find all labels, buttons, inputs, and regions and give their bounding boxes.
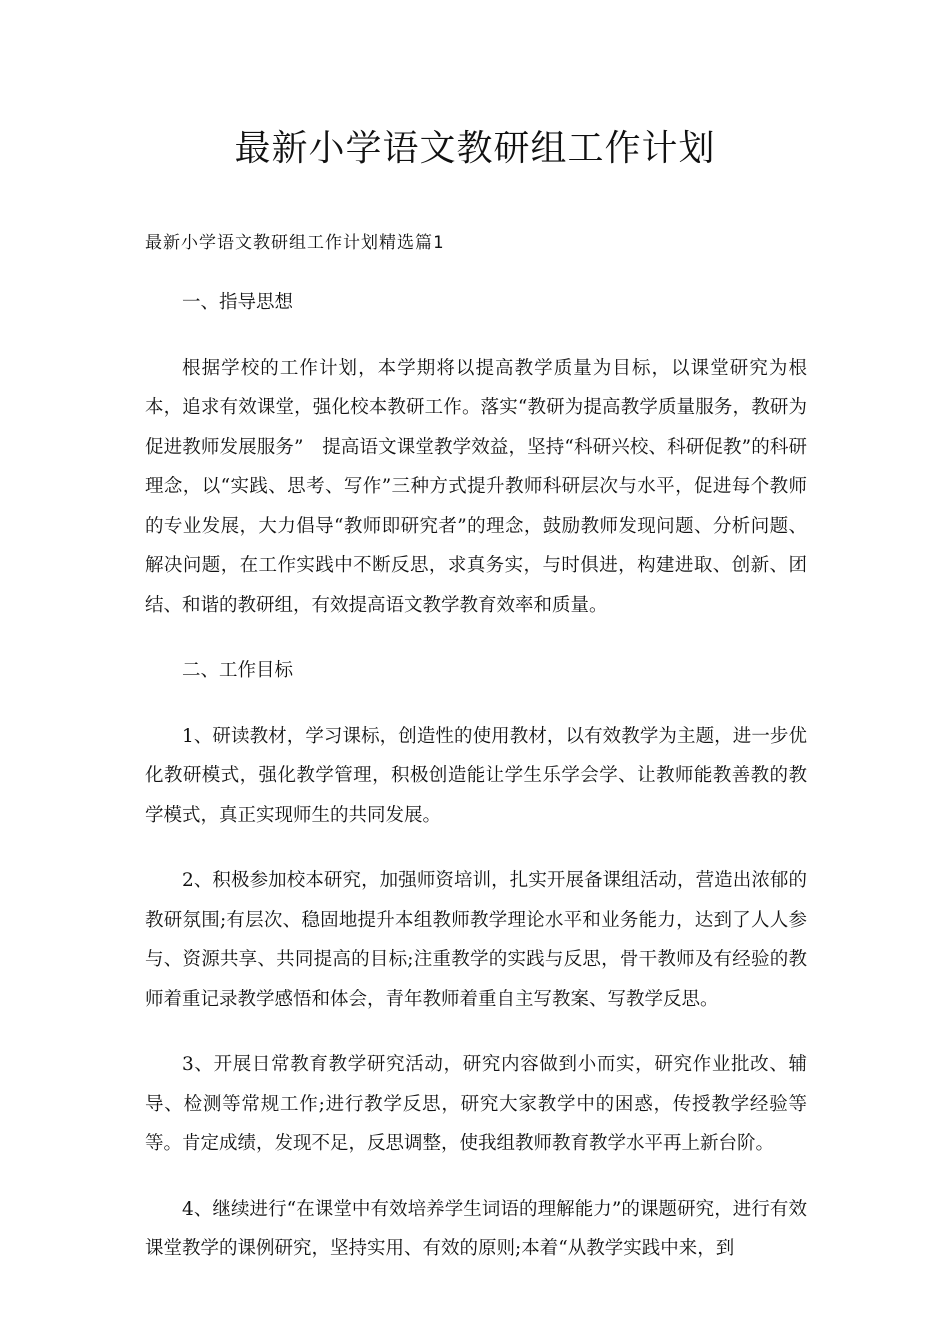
paragraph: 1、研读教材，学习课标，创造性的使用教材，以有效教学为主题，进一步优化教研模式，强化教学管理，积极创造能让学生乐学会学、让教师能教善教的教学模式，真正实现师生的共同发展。 (145, 725, 807, 826)
document-subtitle: 最新小学语文教研组工作计划精选篇1 (145, 233, 445, 253)
paragraph: 4、继续进行“在课堂中有效培养学生词语的理解能力”的课题研究，进行有效课堂教学的课例研究，坚持实用、有效的原则;本着“从教学实践中来，到 (145, 1198, 807, 1259)
paragraph: 3、开展日常教育教学研究活动，研究内容做到小而实，研究作业批改、辅导、检测等常规工作;进行教学反思，研究大家教学中的困惑，传授教学经验等等。肯定成绩，发现不足，反思调整，使我组教师教育教学水平再上新台阶。 (145, 1054, 807, 1154)
section-heading: 一、指导思想 (182, 292, 294, 313)
section-heading: 二、工作目标 (182, 660, 294, 681)
document-title: 最新小学语文教研组工作计划 (234, 128, 716, 169)
document-body (145, 283, 807, 1295)
paragraph: 2、积极参加校本研究，加强师资培训，扎实开展备课组活动，营造出浓郁的教研氛围;有层次、稳固地提升本组教师教学理论水平和业务能力，达到了人人参与、资源共享、共同提高的目标;注重教学的实践与反思，骨干教师及有经验的教师着重记录教学感悟和体会，青年教师着重自主写教案、写教学反思。 (145, 870, 807, 1010)
paragraph: 根据学校的工作计划，本学期将以提高教学质量为目标，以课堂研究为根本，追求有效课堂，强化校本教研工作。落实“教研为提高教学质量服务，教研为促进教师发展服务” 提高语文课堂教学效益，坚持“科研兴校、科研促教”的科研理念，以“实践、思考、写作”三种方式提升教师科研层次与水平，促进每个教师的专业发展，大力倡导“教师即研究者”的理念，鼓励教师发现问题、分析问题、解决问题，在工作实践中不断反思，求真务实，与时俱进，构建进取、创新、团结、和谐的教研组，有效提高语文教学教育效率和质量。 (145, 357, 807, 616)
